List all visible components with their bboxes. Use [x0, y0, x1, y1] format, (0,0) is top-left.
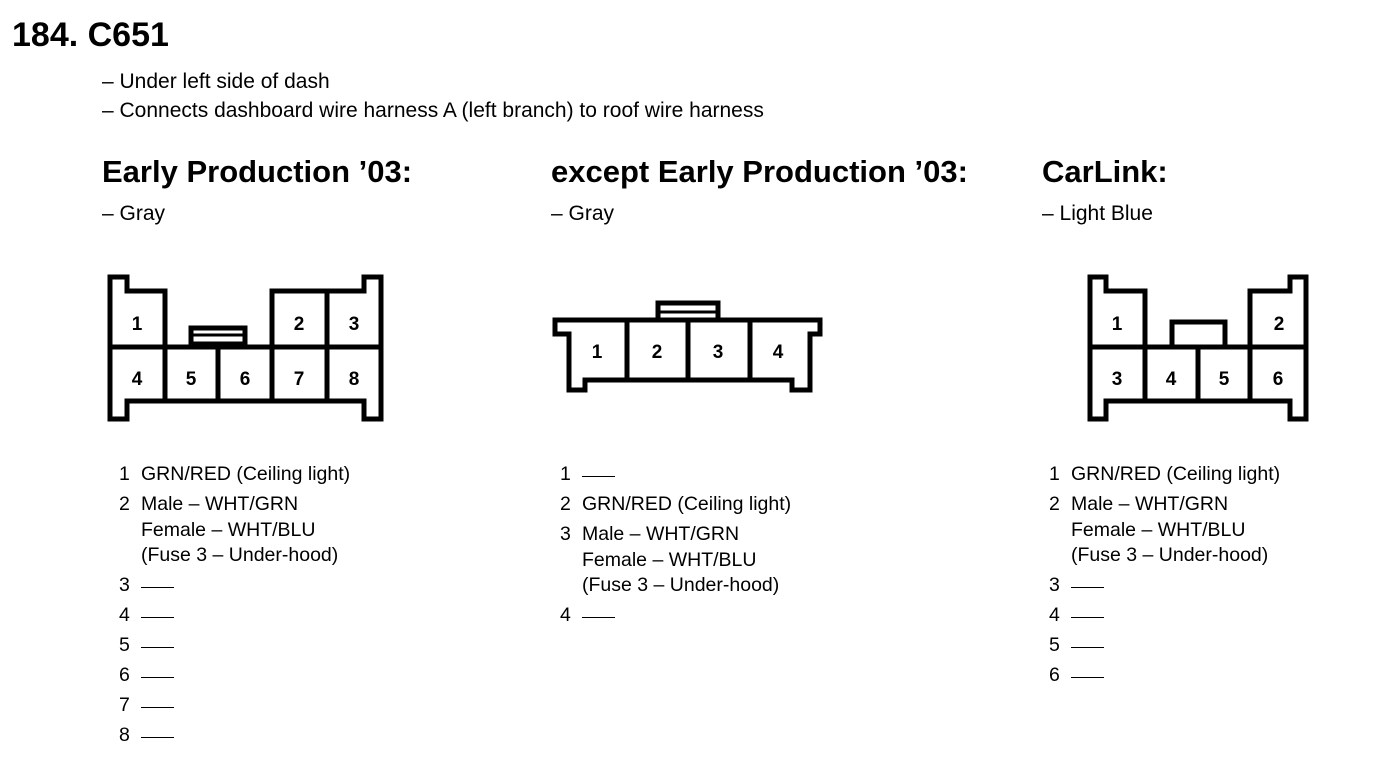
pin-description — [1071, 573, 1104, 599]
pin-entry — [1049, 633, 1280, 659]
pin-entry — [119, 573, 350, 599]
cavity-label: 2 — [1273, 314, 1285, 335]
pin-description — [141, 663, 174, 689]
pin-description-line: GRN/RED (Ceiling light) — [141, 463, 351, 485]
pin-entry — [1049, 492, 1280, 569]
connection-note: – Connects dashboard wire harness A (left branch) to roof wire harness — [102, 99, 764, 122]
connector-diagram-6-pin — [1082, 265, 1317, 430]
pin-number: 4 — [560, 604, 571, 626]
pin-entry — [119, 723, 350, 749]
pin-description — [1071, 663, 1104, 689]
unused-pin-dash — [141, 677, 174, 678]
pin-number: 2 — [119, 493, 130, 515]
pin-description — [1071, 603, 1104, 629]
pin-entry — [119, 633, 350, 659]
cavity-label: 2 — [651, 342, 663, 363]
cavity-label: 5 — [185, 369, 197, 390]
pin-list-early — [119, 462, 350, 749]
pin-number: 6 — [119, 664, 130, 686]
pin-description — [582, 522, 779, 599]
connector-diagram-4-pin — [548, 295, 828, 395]
unused-pin-dash — [582, 617, 615, 618]
cavity-label: 4 — [772, 342, 784, 363]
pin-description — [141, 492, 338, 569]
pin-description — [141, 603, 174, 629]
pin-description-line: (Fuse 3 – Under-hood) — [582, 574, 780, 596]
pin-entry — [560, 603, 791, 629]
connector-diagram-8-pin — [100, 265, 390, 430]
cavity-label: 3 — [1111, 369, 1123, 390]
pin-number: 1 — [119, 463, 130, 485]
pin-number: 3 — [1049, 574, 1060, 596]
pin-list-carlink — [1049, 462, 1280, 689]
pin-description-line: Female – WHT/BLU — [1071, 518, 1246, 541]
pin-number: 3 — [119, 574, 130, 596]
pin-description-line: Male – WHT/GRN — [141, 493, 299, 515]
connector-color-except-early: – Gray — [551, 202, 615, 225]
unused-pin-dash — [1071, 677, 1104, 678]
cavity-label: 4 — [131, 369, 143, 390]
cavity-label: 8 — [348, 369, 360, 390]
unused-pin-dash — [141, 587, 174, 588]
cavity-label: 5 — [1218, 369, 1230, 390]
pin-description-line: GRN/RED (Ceiling light) — [1071, 463, 1281, 485]
pin-number: 8 — [119, 724, 130, 746]
pin-description-line: Female – WHT/BLU — [141, 518, 316, 541]
pin-description — [582, 462, 615, 488]
pin-entry — [1049, 573, 1280, 599]
pin-entry — [119, 603, 350, 629]
pin-description — [141, 723, 174, 749]
connector-heading-except-early: except Early Production ’03: — [551, 154, 968, 189]
cavity-label: 6 — [1272, 369, 1284, 390]
unused-pin-dash — [141, 737, 174, 738]
pin-description-line: (Fuse 3 – Under-hood) — [1071, 544, 1269, 566]
pin-entry — [1049, 603, 1280, 629]
pin-entry — [119, 693, 350, 719]
pin-description-line: Female – WHT/BLU — [582, 548, 757, 571]
pin-description-line: Male – WHT/GRN — [582, 523, 740, 545]
pin-description — [582, 492, 791, 518]
pin-description — [141, 633, 174, 659]
cavity-label: 4 — [1165, 369, 1177, 390]
location-note: – Under left side of dash — [102, 70, 330, 93]
connector-color-carlink: – Light Blue — [1042, 202, 1153, 225]
pin-description-line: (Fuse 3 – Under-hood) — [141, 544, 339, 566]
page-title: 184. C651 — [12, 16, 169, 54]
pin-number: 7 — [119, 694, 130, 716]
connector-heading-early: Early Production ’03: — [102, 154, 413, 189]
cavity-label: 3 — [712, 342, 724, 363]
pin-description — [141, 693, 174, 719]
cavity-label: 2 — [293, 314, 305, 335]
connector-color-early: – Gray — [102, 202, 166, 225]
pin-description-line: GRN/RED (Ceiling light) — [582, 493, 792, 515]
unused-pin-dash — [1071, 617, 1104, 618]
unused-pin-dash — [141, 617, 174, 618]
pin-number: 4 — [119, 604, 130, 626]
pin-entry — [560, 492, 791, 518]
pin-number: 2 — [1049, 493, 1060, 515]
unused-pin-dash — [582, 476, 615, 477]
unused-pin-dash — [141, 707, 174, 708]
pin-description — [141, 462, 350, 488]
pin-number: 3 — [560, 523, 571, 545]
pin-number: 4 — [1049, 604, 1060, 626]
pin-entry — [1049, 663, 1280, 689]
pin-number: 5 — [119, 634, 130, 656]
cavity-label: 6 — [239, 369, 251, 390]
pin-list-except-early — [560, 462, 791, 629]
pin-entry — [560, 522, 791, 599]
cavity-label: 1 — [131, 314, 143, 335]
pin-description — [1071, 492, 1268, 569]
pin-entry — [119, 492, 350, 569]
pin-description — [1071, 633, 1104, 659]
unused-pin-dash — [1071, 587, 1104, 588]
cavity-label: 7 — [293, 369, 305, 390]
pin-description — [141, 573, 174, 599]
cavity-label: 3 — [348, 314, 360, 335]
pin-description-line: Male – WHT/GRN — [1071, 493, 1229, 515]
unused-pin-dash — [141, 647, 174, 648]
pin-number: 2 — [560, 493, 571, 515]
pin-number: 1 — [1049, 463, 1060, 485]
pin-description — [582, 603, 615, 629]
pin-number: 5 — [1049, 634, 1060, 656]
pin-number: 6 — [1049, 664, 1060, 686]
pin-entry — [1049, 462, 1280, 488]
unused-pin-dash — [1071, 647, 1104, 648]
cavity-label: 1 — [591, 342, 603, 363]
cavity-label: 1 — [1111, 314, 1123, 335]
pin-entry — [119, 663, 350, 689]
connector-heading-carlink: CarLink: — [1042, 154, 1168, 189]
pin-number: 1 — [560, 463, 571, 485]
pin-entry — [119, 462, 350, 488]
pin-entry — [560, 462, 791, 488]
pin-description — [1071, 462, 1280, 488]
